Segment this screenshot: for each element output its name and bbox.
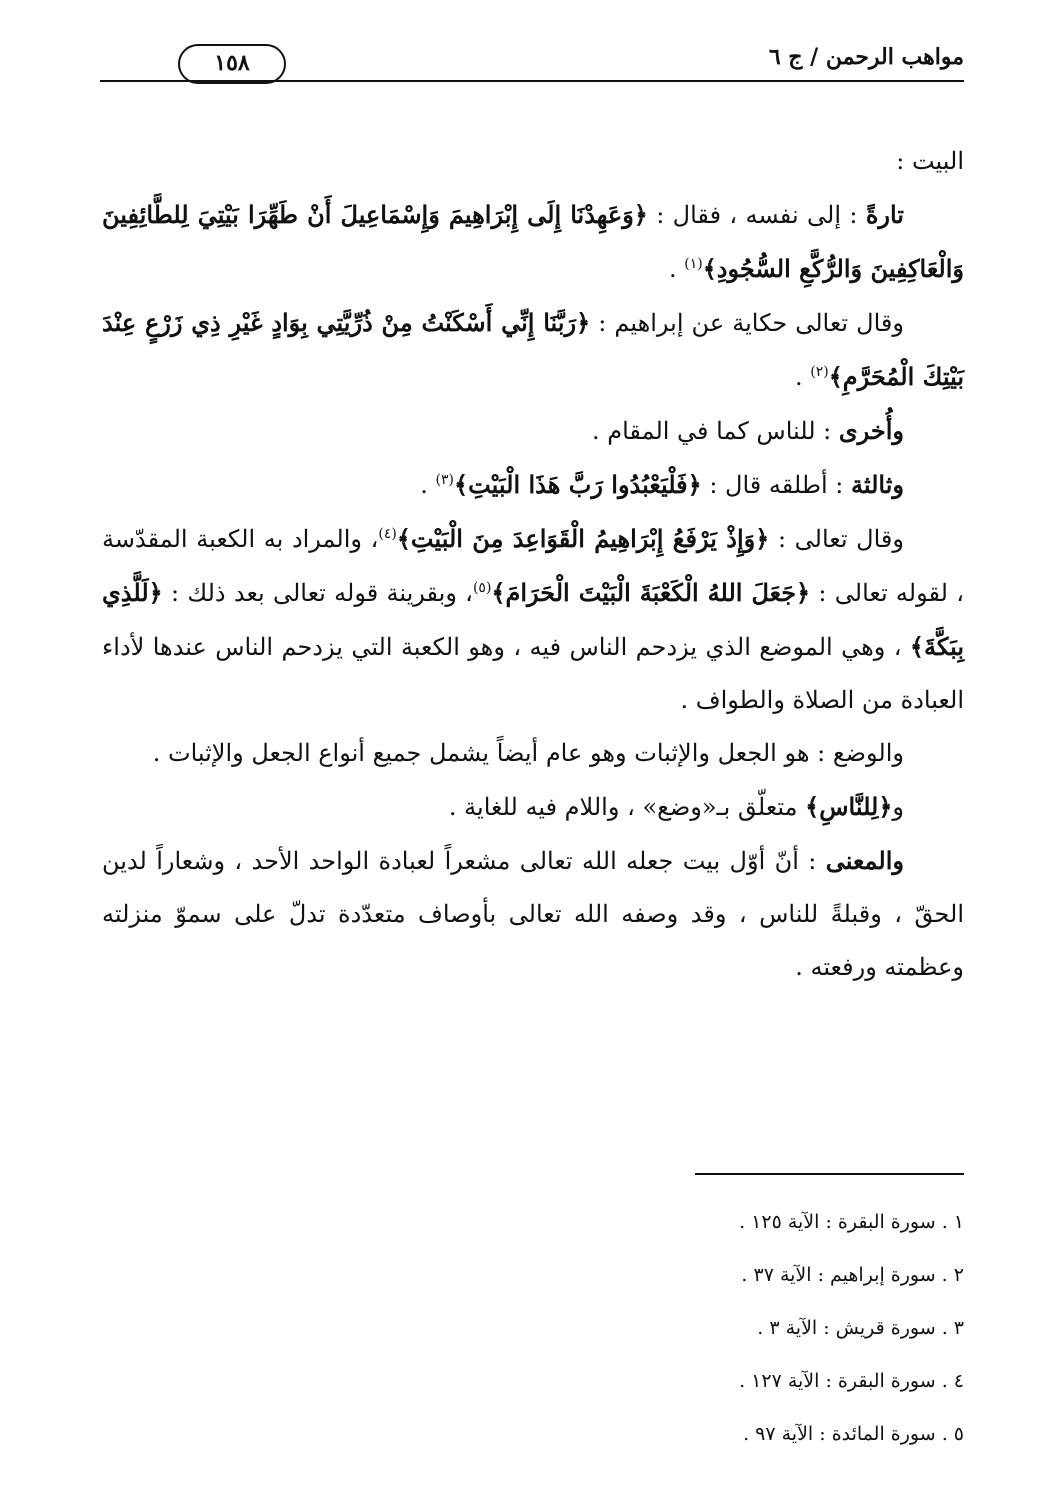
main-text [102,135,964,994]
text: وقال تعالى حكاية عن إبراهيم : [598,309,904,337]
book-title: مواهب الرحمن / ج ٦ [768,44,964,70]
footnote-ref: (٥) [472,580,492,596]
term-tarah: تارةً [865,200,904,229]
page-number: ١٥٨ [178,44,286,84]
paragraph-alwad: والوضع : هو الجعل والإثبات وهو عام أيضاً يشمل جميع أنواع الجعل والإثبات . [152,739,904,767]
paragraph-ibrahim: وقال تعالى حكاية عن إبراهيم : ﴿رَبَّنَا إِنِّي أَسْكَنْتُ مِنْ ذُرِّيَّتِي بِوَادٍ غَيْرِ ذِي زَرْعٍ عِنْدَ بَيْتِكَ الْمُحَرَّمِ﴾$^{(٢)}$ . [102,308,964,391]
term-almaana: والمعنى [825,846,905,875]
paragraph-linnas [102,780,964,834]
quran-quote: ﴿جَعَلَ اللهُ الْكَعْبَةَ الْبَيْتَ الْحَرَامَ﴾ [491,578,811,607]
text: ، والمراد به الكعبة المقدّسة ، لقوله تعالى : [102,525,964,607]
footnote-4: ٤ . سورة البقرة : الآية ١٢٧ . [739,1370,964,1392]
paragraph-ukhra [102,404,964,458]
page-header [100,30,964,90]
paragraph-albayt: البيت : [896,147,964,175]
footnote-2: ٢ . سورة إبراهيم : الآية ٣٧ . [741,1264,964,1286]
footnote-5: ٥ . سورة المائدة : الآية ٩٧ . [743,1423,964,1445]
term-ukhra: وأُخرى [838,416,904,445]
text: و [892,793,904,821]
footnotes [544,1196,964,1461]
quran-quote: ﴿وَعَهِدْنَا إِلَى إِبْرَاهِيمَ وَإِسْمَاعِيلَ أَنْ طَهِّرَا بَيْتِيَ لِلطَّائِفِينَ وَالْعَاكِفِينَ وَالرُّكَّعِ السُّجُودِ﴾ [102,200,964,283]
footnote-1: ١ . سورة البقرة : الآية ١٢٥ . [739,1211,964,1233]
quran-quote: ﴿لَلَّذِي بِبَكَّةَ﴾ [102,578,964,661]
quran-quote: ﴿فَلْيَعْبُدُوا رَبَّ هَذَا الْبَيْتِ﴾ [454,470,702,499]
term-thalitha: وثالثة [850,470,904,499]
paragraph-tarah: تارةً : إلى نفسه ، فقال : ﴿وَعَهِدْنَا إِلَى إِبْرَاهِيمَ وَإِسْمَاعِيلَ أَنْ طَهِّرَا بَيْتِيَ لِلطَّائِفِينَ وَالْعَاكِفِينَ وَالرُّكَّعِ السُّجُودِ﴾$^{(١)}$ . [102,200,964,283]
footnote-rule [695,1173,964,1175]
header-rule [100,80,964,82]
text: : أنّ أوّل بيت جعله الله تعالى مشعراً لعبادة الواحد الأحد ، وشعاراً لدين الحقّ ، وقبلةً للناس ، وقد وصفه الله تعالى بأوصاف متعدّدة تدلّ على سموّ منزلته وعظمته ورفعته . [102,847,964,981]
paragraph-almaana [102,834,964,994]
quran-quote: ﴿رَبَّنَا إِنِّي أَسْكَنْتُ مِنْ ذُرِّيَّتِي بِوَادٍ غَيْرِ ذِي زَرْعٍ عِنْدَ بَيْتِكَ الْمُحَرَّمِ﴾ [102,308,964,391]
text: : إلى نفسه ، فقال : [656,201,858,229]
quran-quote: ﴿وَإِذْ يَرْفَعُ إِبْرَاهِيمُ الْقَوَاعِدَ مِنَ الْبَيْتِ﴾ [396,524,770,553]
text: ، وهي الموضع الذي يزدحم الناس فيه ، وهو الكعبة التي يزدحم الناس عندها لأداء العبادة من الصلاة والطواف . [102,633,964,714]
footnote-ref: (٣) [435,472,455,488]
quran-quote: ﴿لِلنَّاسِ﴾ [805,792,893,821]
text: متعلّق بـ«وضع» ، واللام فيه للغاية . [448,793,798,821]
footnote-3: ٣ . سورة قريش : الآية ٣ . [757,1317,964,1339]
paragraph-kaaba [102,512,964,727]
footnote-ref: (٢) [810,364,829,380]
text: ، وبقرينة قوله تعالى بعد ذلك : [170,579,473,607]
paragraph-thalitha: وثالثة : أطلقه قال : ﴿فَلْيَعْبُدُوا رَبَّ هَذَا الْبَيْتِ﴾$^{(٣)}$ . [420,470,904,499]
text: : أطلقه قال : [709,471,844,499]
footnote-ref: (١) [684,256,703,272]
footnote-ref: (٤) [378,526,397,542]
text: وقال تعالى : [777,525,904,553]
text: : للناس كما في المقام . [592,417,832,445]
